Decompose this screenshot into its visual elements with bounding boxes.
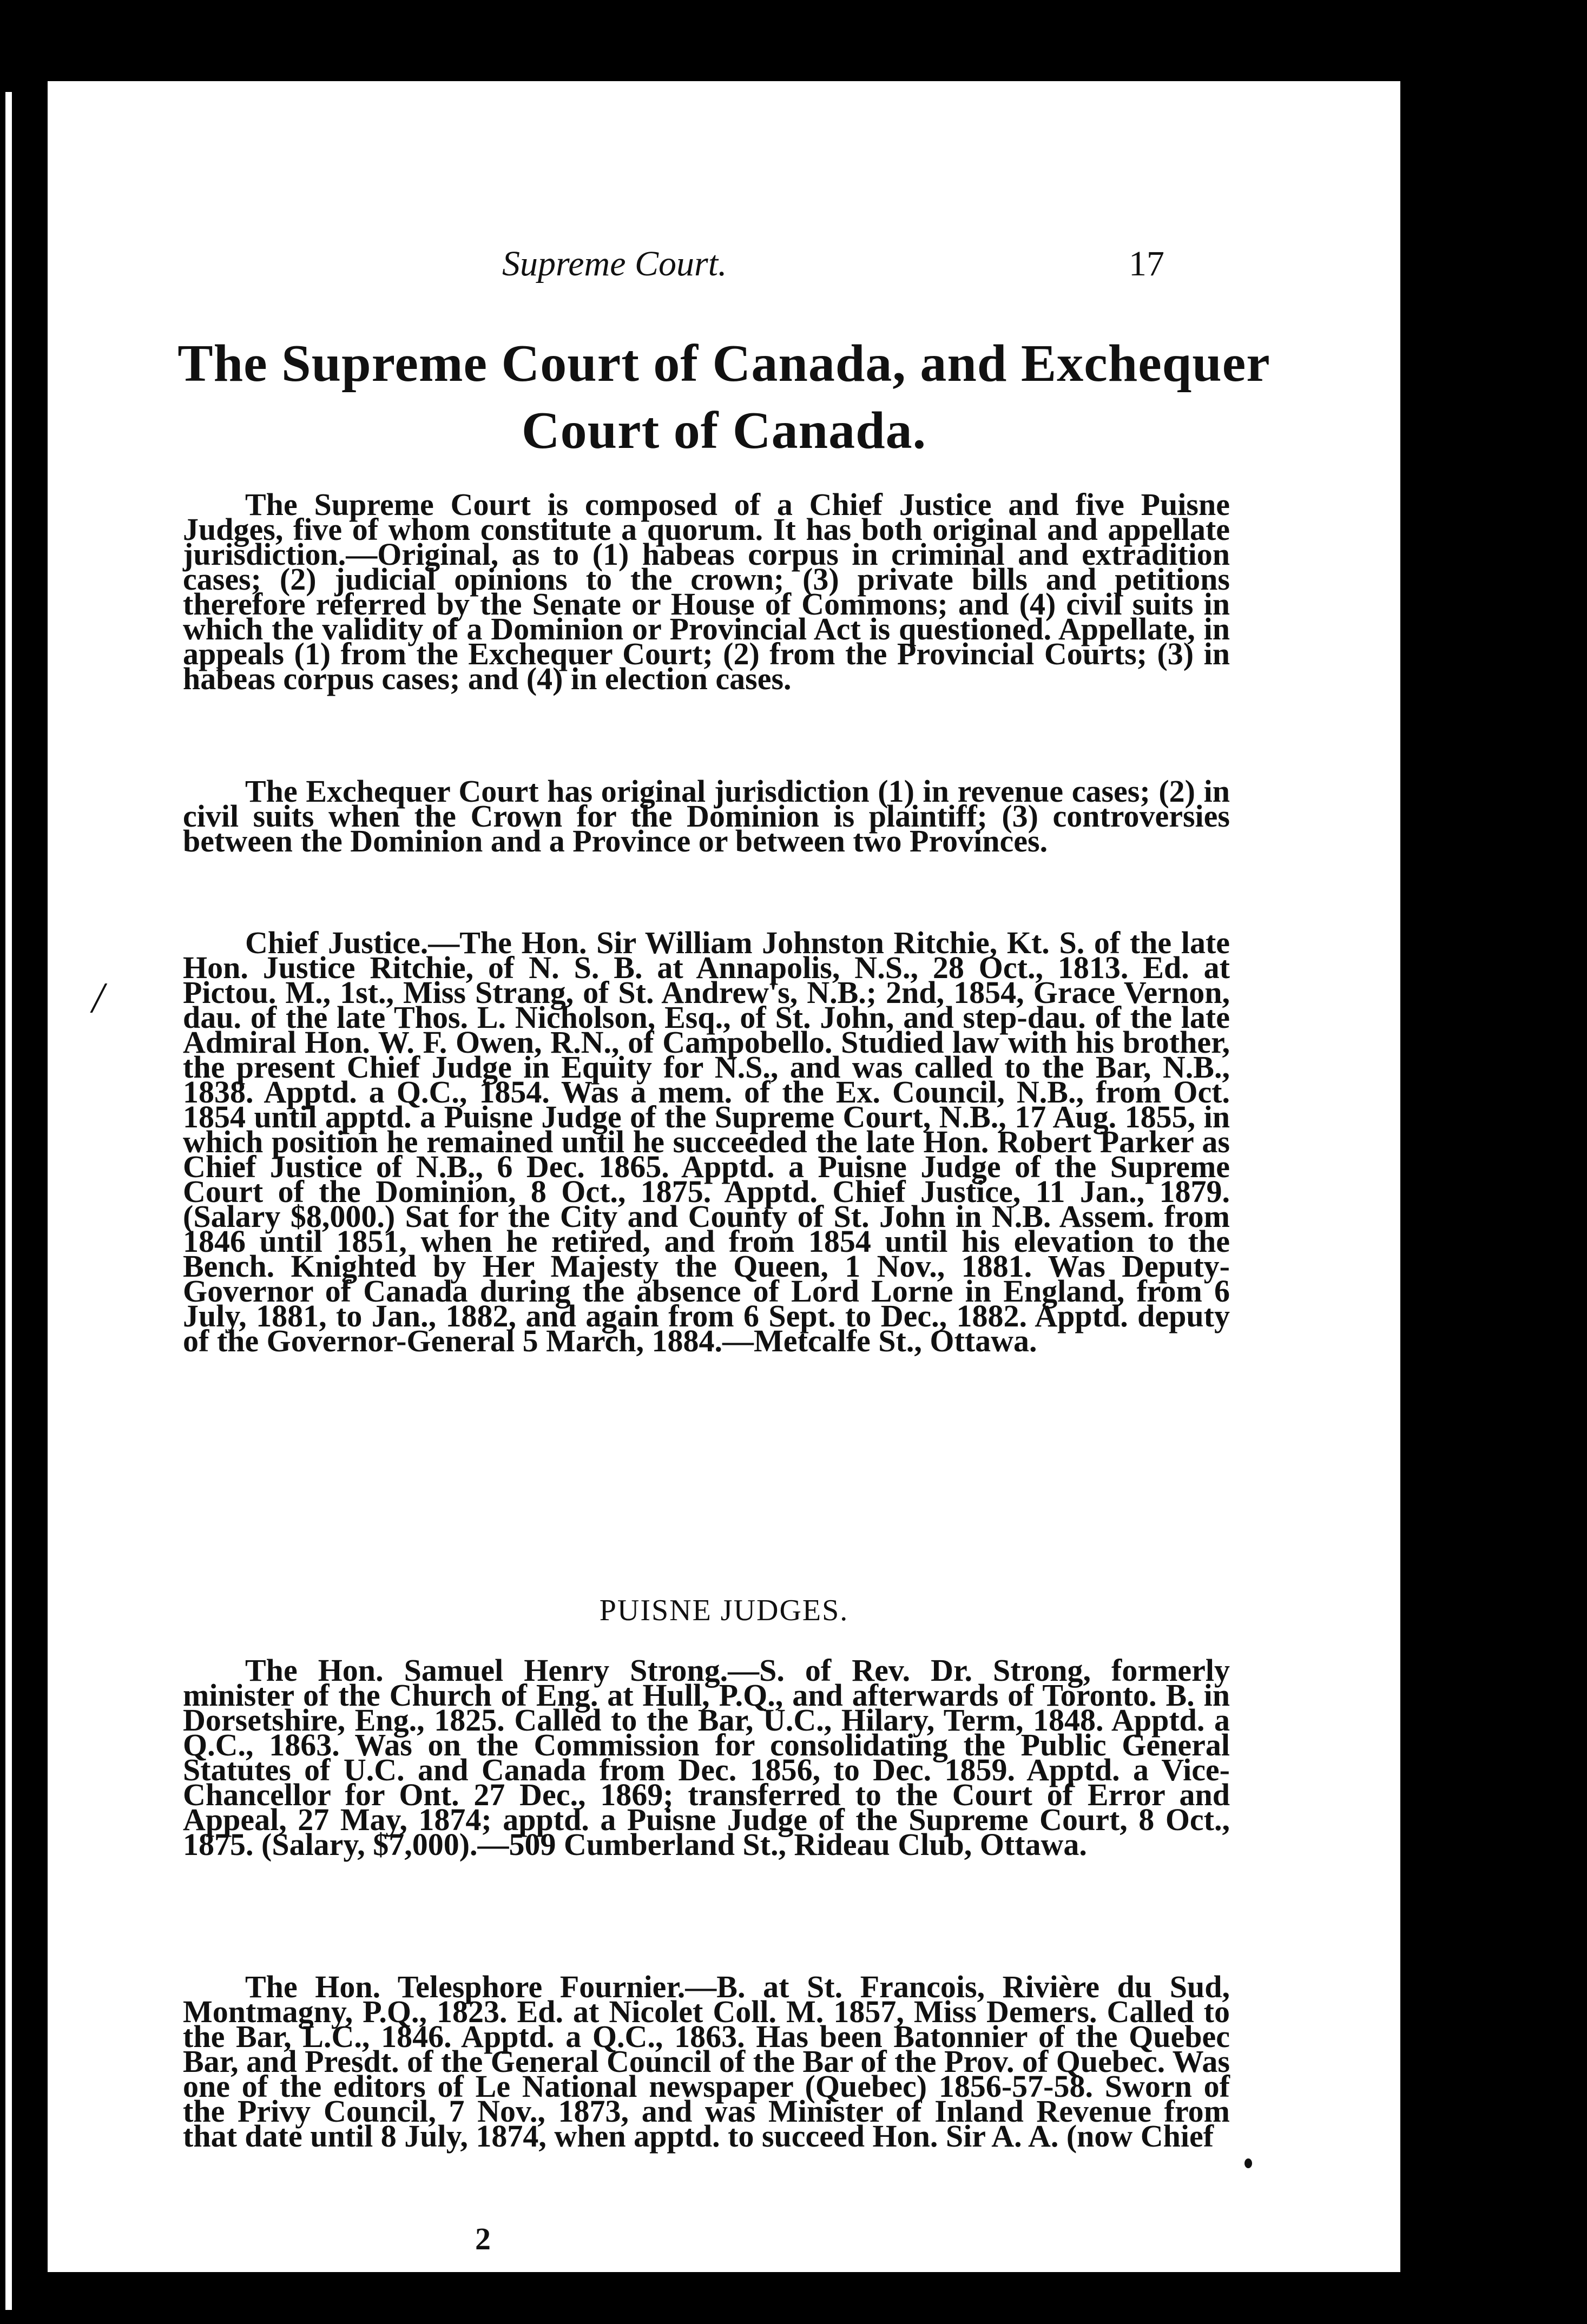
margin-mark: / <box>92 974 104 1022</box>
page-number: 17 <box>1129 244 1164 283</box>
paragraph-judge-fournier: The Hon. Telesphore Fournier.—B. at St. Francois, Rivière du Sud, Montmagny, P.Q., 1823. Ed. at Nicolet Coll. M. 1857, Miss Demers. Called to the Bar, L.C., 1846. Apptd. a Q.C., 1863. Has been Batonnier of the Quebec Bar, and Presdt. of the General Council of the Bar of the Prov. of Quebec. Was one of the editors of Le National newspaper (Quebec) 1856-57-58. Sworn of the Privy Council, 7 Nov., 1873, and was Minister of Inland Revenue from that date until 8 July, 1874, when apptd. to succeed Hon. Sir A. A. (now Chief <box>183 1969 1230 2154</box>
paragraph-court-composition: The Supreme Court is composed of a Chief Justice and five Puisne Judges, five of whom constitute a quorum. It has both original and appellate jurisdiction.—Original, as to (1) habeas corpus in criminal and extradition cases; (2) judicial opinions to the crown; (3) private bills and petitions therefore referred by the Senate or House of Commons; and (4) civil suits in which the validity of a Dominion or Provincial Act is questioned. Appellate, in appeals (1) from the Exchequer Court; (2) from the Provincial Courts; (3) in habeas corpus cases; and (4) in election cases. <box>183 487 1230 696</box>
book-page <box>48 81 1400 2272</box>
ink-dot <box>1244 2158 1252 2168</box>
paragraph-judge-strong: The Hon. Samuel Henry Strong.—S. of Rev. Dr. Strong, formerly minister of the Church of Eng. at Hull, P.Q., and afterwards of Toronto. B. in Dorsetshire, Eng., 1825. Called to the Bar, U.C., Hilary, Term, 1848. Apptd. a Q.C., 1863. Was on the Commission for consolidating the Public General Statutes of U.C. and Canada from Dec. 1856, to Dec. 1859. Apptd. a Vice-Chancellor for Ont. 27 Dec., 1869; transferred to the Court of Error and Appeal, 27 May, 1874; apptd. a Puisne Judge of the Supreme Court, 8 Oct., 1875. (Salary, $7,000).—509 Cumberland St., Rideau Club, Ottawa. <box>183 1653 1230 1862</box>
scan-edge-left <box>5 92 12 2310</box>
title-line-2: Court of Canada. <box>521 401 927 460</box>
page-title <box>129 330 1319 464</box>
signature-mark: 2 <box>475 2221 491 2256</box>
paragraph-exchequer-jurisdiction: The Exchequer Court has original jurisdiction (1) in revenue cases; (2) in civil suits when the Crown for the Dominion is plaintiff; (3) controversies between the Dominion and a Province or between two Provinces. <box>183 774 1230 859</box>
running-head-title: Supreme Court. <box>502 244 727 283</box>
section-heading: PUISNE JUDGES. <box>599 1594 849 1627</box>
title-line-1: The Supreme Court of Canada, and Exchequer <box>177 334 1270 393</box>
paragraph-chief-justice: Chief Justice.—The Hon. Sir William Johnston Ritchie, Kt. S. of the late Hon. Justice Ritchie, of N. S. B. at Annapolis, N.S., 28 Oct., 1813. Ed. at Pictou. M., 1st., Miss Strang, of St. Andrew's, N.B.; 2nd, 1854, Grace Vernon, dau. of the late Thos. L. Nicholson, Esq., of St. John, and step-dau. of the late Admiral Hon. W. F. Owen, R.N., of Campobello. Studied law with his brother, the present Chief Judge in Equity for N.S., and was called to the Bar, N.B., 1838. Apptd. a Q.C., 1854. Was a mem. of the Ex. Council, N.B., from Oct. 1854 until apptd. a Puisne Judge of the Supreme Court, N.B., 17 Aug. 1855, in which position he remained until he succeeded the late Hon. Robert Parker as Chief Justice of N.B., 6 Dec. 1865. Apptd. a Puisne Judge of the Supreme Court of the Dominion, 8 Oct., 1875. Apptd. Chief Justice, 11 Jan., 1879. (Salary $8,000.) Sat for the City and County of St. John in N.B. Assem. from 1846 until 1851, when he retired, and from 1854 until his elevation to the Bench. Knighted by Her Majesty the Queen, 1 Nov., 1881. Was Deputy-Governor of Canada during the absence of Lord Lorne in England, from 6 July, 1881, to Jan., 1882, and again from 6 Sept. to Dec., 1882. Apptd. deputy of the Governor-General 5 March, 1884.—Metcalfe St., Ottawa. <box>183 925 1230 1358</box>
